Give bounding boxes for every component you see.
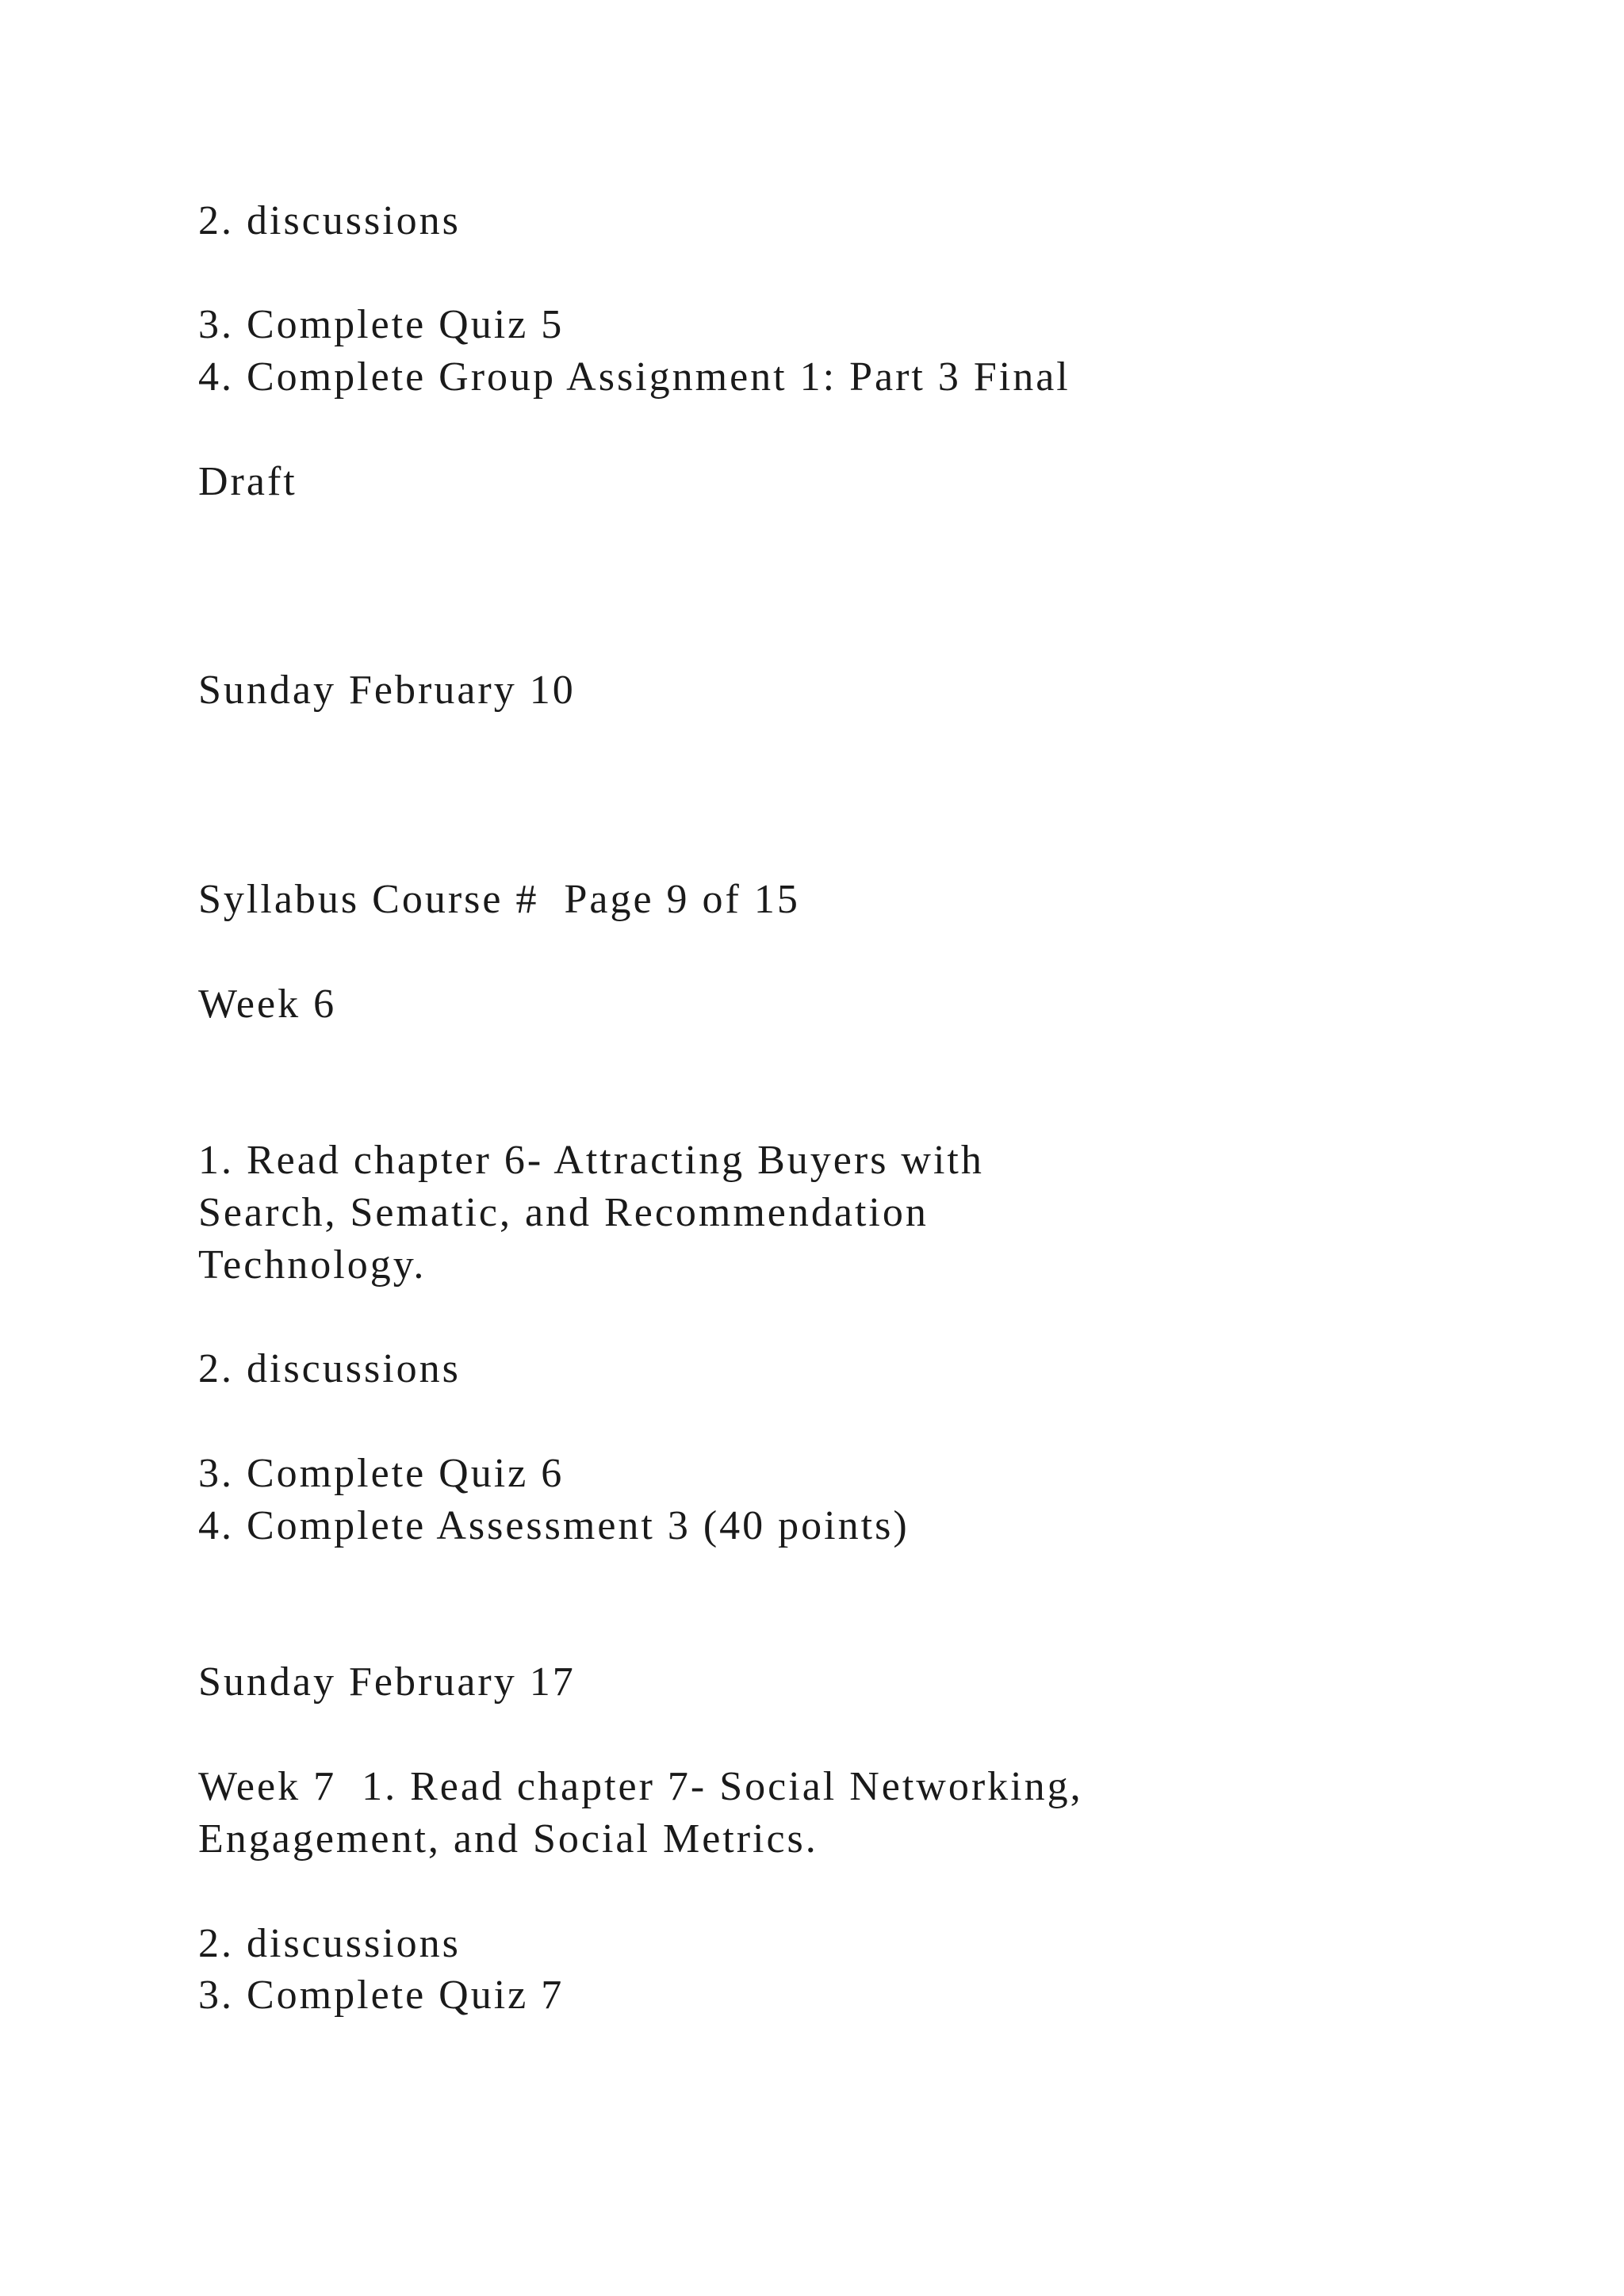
line-week6-quiz: 3. Complete Quiz 6	[198, 1451, 565, 1496]
line-week5-draft: Draft	[198, 459, 297, 504]
line-week6-read-chapter: 1. Read chapter 6- Attracting Buyers with	[198, 1138, 984, 1183]
line-week5-group-assignment: 4. Complete Group Assignment 1: Part 3 Final	[198, 354, 1071, 400]
line-week5-quiz: 3. Complete Quiz 5	[198, 302, 565, 347]
line-week6-assessment: 4. Complete Assessment 3 (40 points)	[198, 1503, 910, 1548]
line-week6-discussions: 2. discussions	[198, 1346, 461, 1391]
line-week6-read-chapter-end: Technology.	[198, 1242, 427, 1288]
line-week6-heading: Week 6	[198, 982, 337, 1027]
line-page-footer: Syllabus Course # Page 9 of 15	[198, 877, 800, 922]
line-week7-quiz: 3. Complete Quiz 7	[198, 1973, 565, 2018]
line-week5-discussions: 2. discussions	[198, 198, 461, 243]
line-week7-read-chapter: Week 7 1. Read chapter 7- Social Networking,	[198, 1764, 1083, 1809]
line-due-feb-10: Sunday February 10	[198, 668, 576, 713]
line-week6-read-chapter-cont: Search, Sematic, and Recommendation	[198, 1190, 929, 1235]
line-due-feb-17: Sunday February 17	[198, 1659, 576, 1705]
line-week7-discussions: 2. discussions	[198, 1921, 461, 1966]
line-week7-read-chapter-cont: Engagement, and Social Metrics.	[198, 1816, 818, 1862]
